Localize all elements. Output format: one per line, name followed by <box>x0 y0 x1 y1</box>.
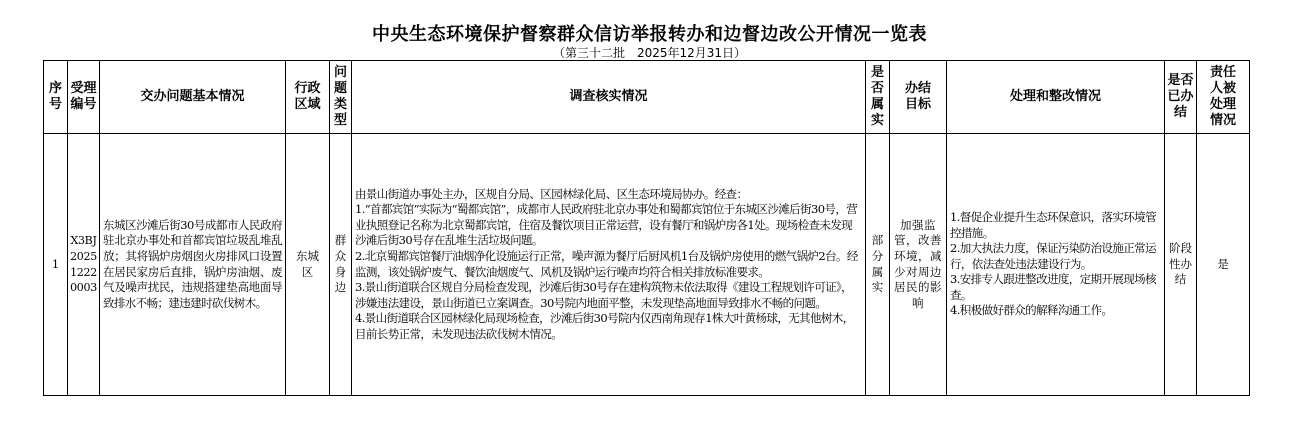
header-completed: 是否已办结 <box>1165 61 1197 134</box>
investigation-line: 4.景山街道联合区园林绿化局现场检查，沙滩后街30号院内仅西南角现存1株大叶黄杨球，无其他树木，目前长势正常，未发现违法砍伐树木情况。 <box>355 311 854 341</box>
cell-type: 群众身边 <box>330 134 352 396</box>
cell-seq: 1 <box>44 134 68 396</box>
investigation-line: 2.北京蜀都宾馆餐厅油烟净化设施运行正常，噪声源为餐厅后厨风机1台及锅炉房使用的燃气锅炉2台。经监测，该处锅炉废气、餐饮油烟废气、风机及锅炉运行噪声均符合相关排放标准要求。 <box>355 248 858 279</box>
header-accountability: 责任人被处理情况 <box>1197 61 1250 134</box>
header-investigation: 调查核实情况 <box>352 61 866 134</box>
header-verified: 是否属实 <box>866 61 890 134</box>
page-subtitle: （第三十二批 2025年12月31日） <box>552 46 747 60</box>
header-problem: 交办问题基本情况 <box>100 61 286 134</box>
header-rectification: 处理和整改情况 <box>947 61 1165 134</box>
cell-accountability: 是 <box>1197 134 1250 396</box>
investigation-line: 3.景山街道联合区规自分局检查发现，沙滩后街30号存在建构筑物未依法取得《建设工程规划许可证》，涉嫌违法建设，景山街道已立案调查。30号院内地面平整，未发现垫高地面导致排水不畅的问题。 <box>355 280 853 310</box>
header-row <box>44 61 1250 134</box>
cell-problem: 东城区沙滩后街30号成都市人民政府驻北京办事处和首都宾馆垃圾乱堆乱放；其将锅炉房烟囱火房排风口设置在居民家房后直排，锅炉房油烟、废气及噪声扰民，违规搭建垫高地面导致排水不畅；建违建时砍伐树木。 <box>100 134 286 396</box>
header-type: 问题类型 <box>330 61 352 134</box>
report-table <box>43 60 1250 396</box>
rectification-line: 2.加大执法力度，保证污染防治设施正常运行，依法查处违法建设行为。 <box>950 241 1156 271</box>
rectification-line: 4.积极做好群众的解释沟通工作。 <box>950 303 1113 318</box>
header-seq: 序号 <box>44 61 68 134</box>
cell-code: X3BJ202512220003 <box>68 134 100 396</box>
cell-rectification <box>947 134 1165 396</box>
rectification-line: 1.督促企业提升生态环保意识，落实环境管控措施。 <box>950 209 1156 240</box>
table-row <box>44 134 1250 396</box>
header-region: 行政区域 <box>286 61 330 134</box>
cell-verified: 部分属实 <box>866 134 890 396</box>
header-goal: 办结目标 <box>890 61 947 134</box>
investigation-line: 由景山街道办事处主办，区规自分局、区园林绿化局、区生态环境局协办。经查： <box>355 186 748 201</box>
page-title: 中央生态环境保护督察群众信访举报转办和边督边改公开情况一览表 <box>372 24 927 45</box>
header-code: 受理编号 <box>68 61 100 134</box>
cell-completed: 阶段性办结 <box>1165 134 1197 396</box>
rectification-line: 3.安排专人跟进整改进度，定期开展现场核查。 <box>950 272 1156 302</box>
cell-region: 东城区 <box>286 134 330 396</box>
cell-goal: 加强监管，改善环境，减少对周边居民的影响 <box>890 134 947 396</box>
investigation-line: 1.“首都宾馆”实际为“蜀都宾馆”，成都市人民政府驻北京办事处和蜀都宾馆位于东城区沙滩后街30号，营业执照登记名称为北京蜀都宾馆，住宿及餐饮项目正常运营，设有餐厅和锅炉房各1处。现场检查未发现沙滩后街30号存在乱堆生活垃圾问题。 <box>355 202 858 248</box>
cell-investigation <box>352 134 866 396</box>
